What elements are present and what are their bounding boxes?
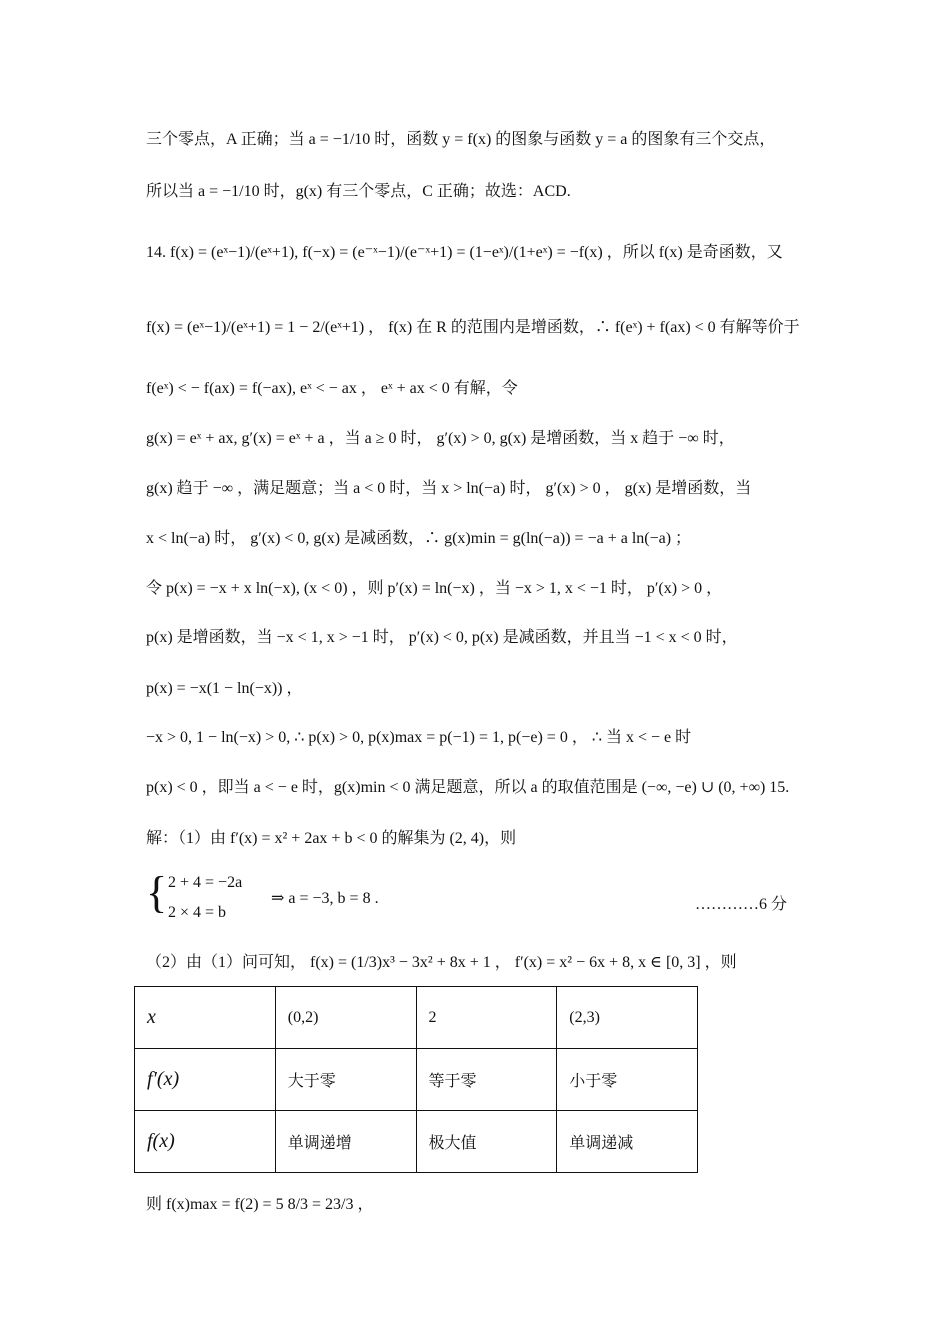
text-line-answer-acd: 所以当 a = −1/10 时，g(x) 有三个零点，C 正确；故选：ACD. — [146, 183, 571, 200]
text-line-p-monotonic: p(x) 是增函数，当 −x < 1, x > −1 时， p′(x) < 0, p(x) 是减函数，并且当 −1 < x < 0 时， — [146, 629, 738, 646]
text-line-equivalent-inequality: f(eˣ) < − f(ax) = f(−ax), eˣ < − ax ， eˣ + ax < 0 有解，令 — [146, 380, 518, 397]
table-row — [135, 1049, 698, 1111]
text-line-range-of-a: p(x) < 0 ，即当 a < − e 时，g(x)min < 0 满足题意，所以 a 的取值范围是 (−∞, −e) ∪ (0, +∞) 15. — [146, 779, 790, 796]
text-line-p-factored: p(x) = −x(1 − ln(−x)) ， — [146, 680, 303, 697]
table-cell: 大于零 — [275, 1049, 416, 1111]
brace-symbol: { — [146, 868, 168, 917]
text-line-case-a-negative: g(x) 趋于 −∞ ，满足题意；当 a < 0 时，当 x > ln(−a) 时， g′(x) > 0 ， g(x) 是增函数，当 — [146, 480, 752, 497]
text-line-p-maximum: −x > 0, 1 − ln(−x) > 0, ∴ p(x) > 0, p(x)max = p(−1) = 1, p(−e) = 0 ， ∴ 当 x < − e 时 — [146, 729, 692, 746]
table-cell: f′(x) — [135, 1049, 276, 1111]
text-line-zeros-a-correct: 三个零点，A 正确；当 a = −1/10 时，函数 y = f(x) 的图象与函数 y = a 的图象有三个交点， — [146, 131, 776, 148]
table-cell: 2 — [416, 987, 557, 1049]
equation-result: ⇒ a = −3, b = 8 . — [271, 890, 379, 907]
text-line-problem-14-odd-function: 14. f(x) = (eˣ−1)/(eˣ+1), f(−x) = (e⁻ˣ−1)/(e⁻ˣ+1) = (1−eˣ)/(1+eˣ) = −f(x) ，所以 f(x) 是奇函数，又 — [146, 244, 783, 261]
text-line-define-p: 令 p(x) = −x + x ln(−x), (x < 0) ，则 p′(x) = ln(−x) ，当 −x > 1, x < −1 时， p′(x) > 0 ， — [146, 580, 723, 597]
text-line-part-2: （2）由（1）问可知， f(x) = (1/3)x³ − 3x² + 8x + 1 ， f′(x) = x² − 6x + 8, x ∈ [0, 3] ，则 — [146, 954, 737, 971]
table-cell: 单调递减 — [557, 1111, 698, 1173]
table-cell: 小于零 — [557, 1049, 698, 1111]
table-row — [135, 987, 698, 1049]
equation-1: 2 + 4 = −2a — [168, 874, 243, 891]
table-cell: (2,3) — [557, 987, 698, 1049]
table-cell: 等于零 — [416, 1049, 557, 1111]
table-cell: 单调递增 — [275, 1111, 416, 1173]
table-cell: f(x) — [135, 1111, 276, 1173]
table-row — [135, 1111, 698, 1173]
table-cell: (0,2) — [275, 987, 416, 1049]
text-line-problem-15-part-1: 解：（1）由 f′(x) = x² + 2ax + b < 0 的解集为 (2, 4)，则 — [146, 830, 517, 847]
text-line-increasing-function: f(x) = (eˣ−1)/(eˣ+1) = 1 − 2/(eˣ+1) ， f(x) 在 R 的范围内是增函数，∴ f(eˣ) + f(ax) < 0 有解等价于 — [146, 319, 800, 336]
text-line-maximum-value: 则 f(x)max = f(2) = 5 8/3 = 23/3 ， — [146, 1196, 374, 1213]
monotonicity-table — [134, 986, 698, 1173]
table-cell: 极大值 — [416, 1111, 557, 1173]
text-line-g-minimum: x < ln(−a) 时， g′(x) < 0, g(x) 是减函数，∴ g(x)min = g(ln(−a)) = −a + a ln(−a) ； — [146, 530, 692, 547]
equation-2: 2 × 4 = b — [168, 904, 227, 921]
score-mark: …………6 分 — [695, 896, 788, 913]
text-line-define-g: g(x) = eˣ + ax, g′(x) = eˣ + a ，当 a ≥ 0 时， g′(x) > 0, g(x) 是增函数，当 x 趋于 −∞ 时， — [146, 430, 735, 447]
table-cell: x — [135, 987, 276, 1049]
